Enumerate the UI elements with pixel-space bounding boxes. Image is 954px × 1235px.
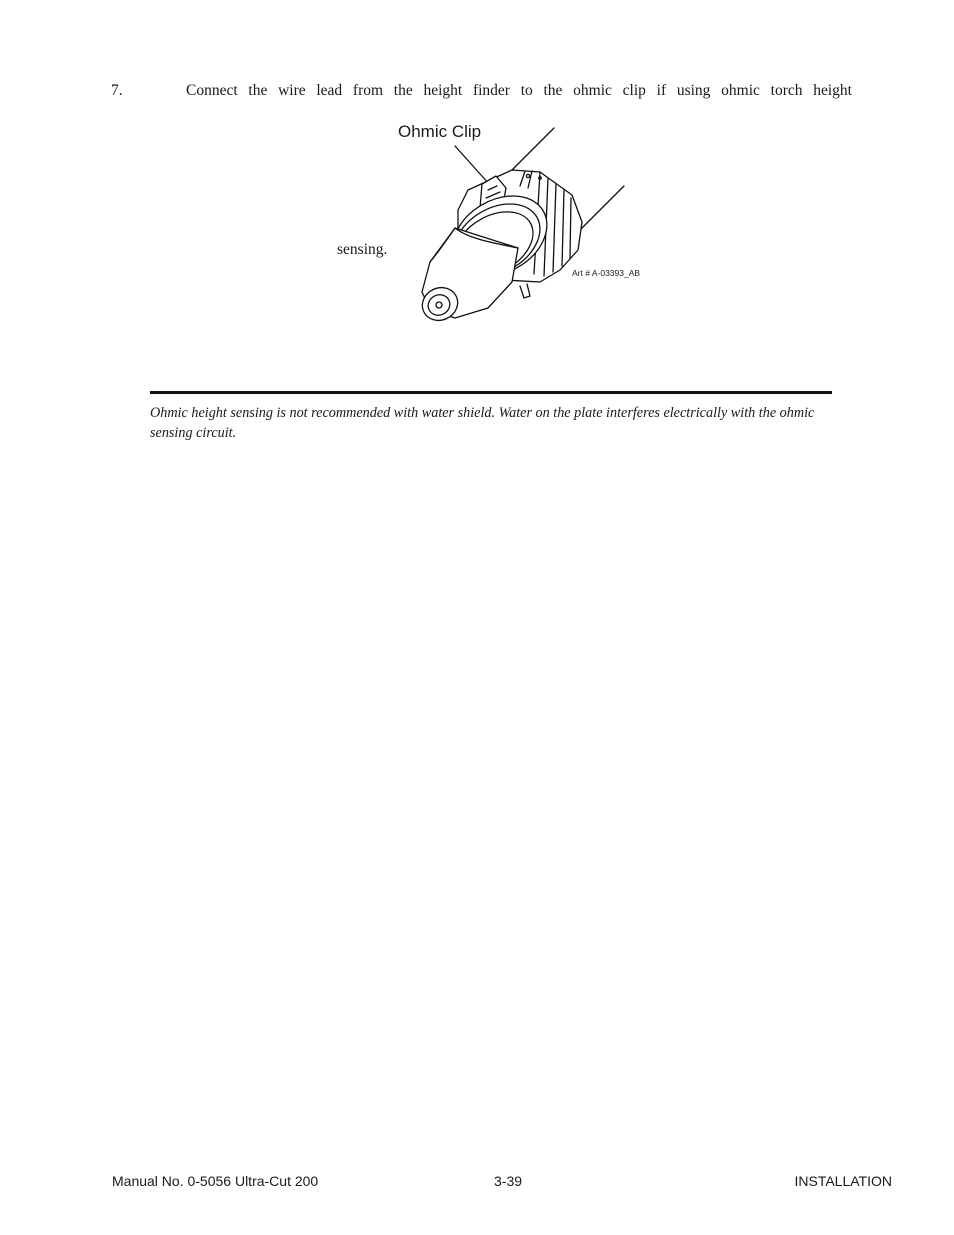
cable-line-upper <box>512 128 554 170</box>
step-number: 7. <box>111 82 123 99</box>
step-text: Connect the wire lead from the height finder to the ohmic clip if using ohmic torch height <box>186 82 852 99</box>
leader-line <box>455 146 490 185</box>
footer-section: INSTALLATION <box>794 1173 892 1189</box>
figure-label-ohmic-clip: Ohmic Clip <box>398 122 482 141</box>
footer-manual-number: Manual No. 0-5056 Ultra-Cut 200 <box>112 1173 319 1189</box>
retaining-tab <box>520 284 530 298</box>
note-divider <box>150 391 832 394</box>
cable-line-lower <box>580 186 624 230</box>
note-text: Ohmic height sensing is not recommended with water shield. Water on the plate interferes electrically with the ohmic sensing circuit. <box>150 405 815 441</box>
footer-page-number: 3-39 <box>494 1173 523 1189</box>
step-text-continued: sensing. <box>337 241 388 258</box>
art-number: Art # A-03393_AB <box>572 268 641 278</box>
torch-illustration <box>380 112 660 336</box>
